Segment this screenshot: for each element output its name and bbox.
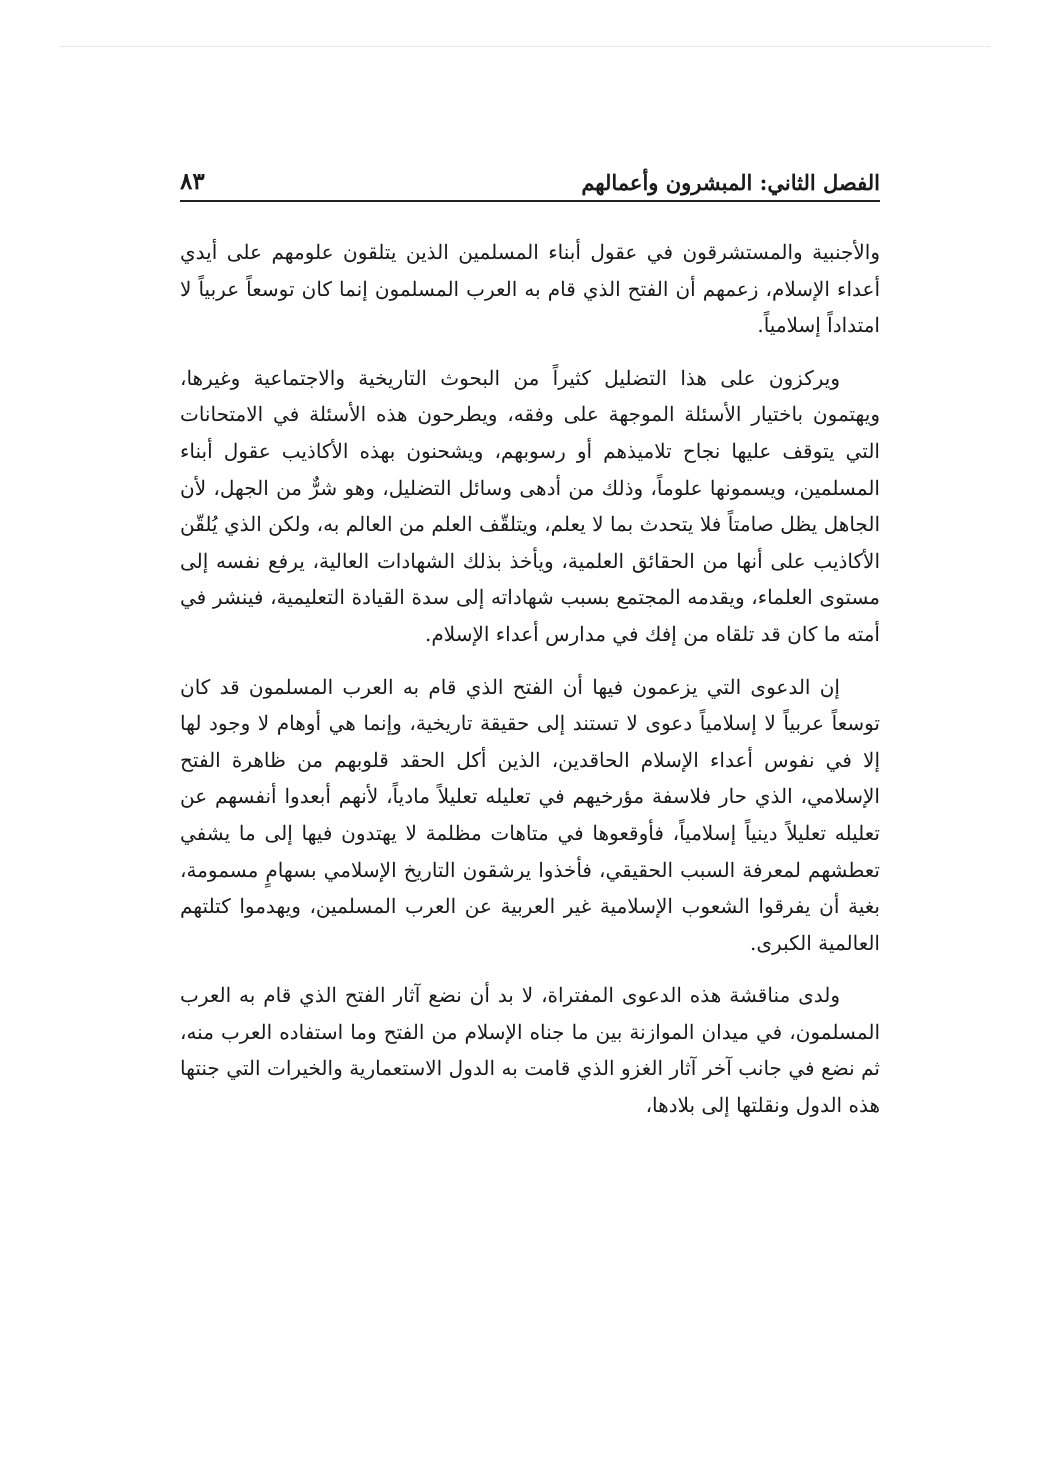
paragraph: ولدى مناقشة هذه الدعوى المفتراة، لا بد أن نضع آثار الفتح الذي قام به العرب المسلمون، في ميدان الموازنة بين ما جناه الإسلام من الفتح وما استفاده العرب منه، ثم نضع في جانب آخر آثار الغزو الذي قامت به الدول الاستعمارية والخيرات التي جنتها هذه الدول ونقلتها إلى بلادها، <box>180 983 880 1118</box>
paragraph: ويركزون على هذا التضليل كثيراً من البحوث التاريخية والاجتماعية وغيرها، ويهتمون باختيار الأسئلة الموجهة على وفقه، ويطرحون هذه الأسئلة في الامتحانات التي يتوقف عليها نجاح تلاميذهم أو رسوبهم، ويشحنون بهذه الأكاذيب عقول أبناء المسلمين، ويسمونها علوماً، وذلك من أدهى وسائل التضليل، وهو شرٌّ من الجهل، لأن الجاهل يظل صامتاً فلا يتحدث بما لا يعلم، ويتلقّف العلم من العالم به، ولكن الذي يُلقّن الأكاذيب على أنها من الحقائق العلمية، ويأخذ بذلك الشهادات العالية، يرفع نفسه إلى مستوى العلماء، ويقدمه المجتمع بسبب شهاداته إلى سدة القيادة التعليمية، فينشر في أمته ما كان قد تلقاه من إفك في مدارس أعداء الإسلام. <box>180 365 880 646</box>
chapter-title: الفصل الثاني: المبشرون وأعمالهم <box>581 170 880 195</box>
paragraph: إن الدعوى التي يزعمون فيها أن الفتح الذي قام به العرب المسلمون قد كان توسعاً عربياً لا إسلامياً دعوى لا تستند إلى حقيقة تاريخية، وإنما هي أوهام لا وجود لها إلا في نفوس أعداء الإسلام الحاقدين، الذين أكل الحقد قلوبهم من ظاهرة الفتح الإسلامي، الذي حار فلاسفة مؤرخيهم في تعليله تعليلاً مادياً، لأنهم أبعدوا أنفسهم عن تعليله تعليلاً دينياً إسلامياً، فأوقعوها في متاهات مظلمة لا يهتدون فيها إلى ما يشفي تعطشهم لمعرفة السبب الحقيقي، فأخذوا يرشقون التاريخ الإسلامي بسهامٍ مسمومة، بغية أن يفرقوا الشعوب الإسلامية غير العربية عن العرب المسلمين، ويهدموا كتلتهم العالمية الكبرى. <box>180 674 880 955</box>
scan-edge-dots <box>60 46 990 47</box>
page-number: ٨٣ <box>180 168 205 195</box>
book-page <box>180 160 880 1140</box>
paragraph: والأجنبية والمستشرقون في عقول أبناء المسلمين الذين يتلقون علومهم على أيدي أعداء الإسلام، زعمهم أن الفتح الذي قام به العرب المسلمون إنما كان توسعاً عربياً لا امتداداً إسلامياً. <box>180 240 880 338</box>
body-text <box>180 234 880 1124</box>
running-header <box>180 160 880 202</box>
